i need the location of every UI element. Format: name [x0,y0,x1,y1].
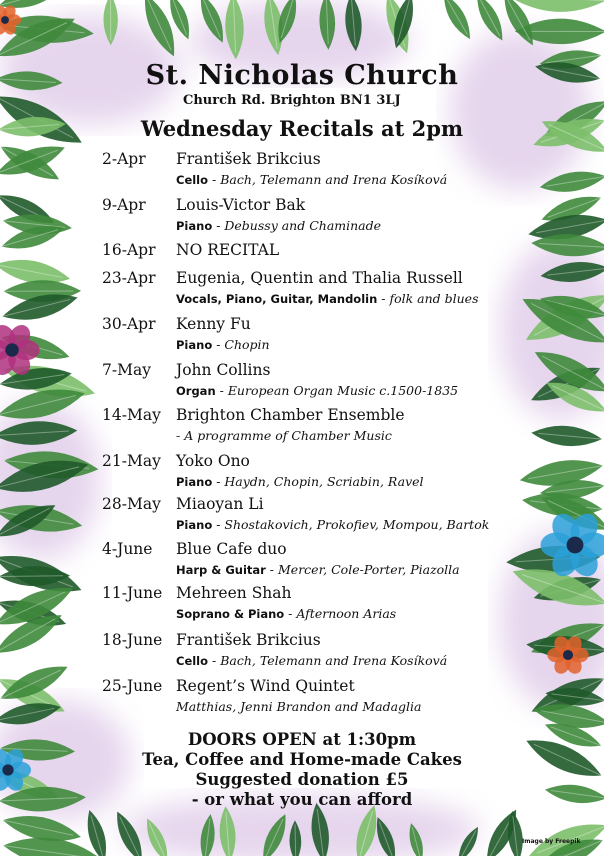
recital-entry [0,150,604,194]
recital-program: Haydn, Chopin, Scriabin, Ravel [224,474,424,489]
recital-date: 30-Apr [102,315,156,333]
recital-date: 7-May [102,361,151,379]
recital-date: 28-May [102,495,161,513]
recital-entry [0,677,604,721]
recital-details [176,562,460,577]
recital-program: Bach, Telemann and Irena Kosíková [220,172,448,187]
recital-instruments: Cello [176,654,209,668]
recital-details [176,172,447,187]
recital-program: folk and blues [389,291,479,306]
recital-entry [0,540,604,584]
recital-date: 25-June [102,677,163,695]
recital-program: - A programme of Chamber Music [176,428,392,443]
recital-instruments: Organ [176,384,216,398]
recital-date: 9-Apr [102,196,146,214]
recital-program: Matthias, Jenni Brandon and Madaglia [176,699,422,714]
recital-instruments: Cello [176,173,209,187]
recital-entry [0,361,604,405]
recital-entry [0,452,604,496]
series-title: Wednesday Recitals at 2pm [140,116,464,141]
recital-program: Mercer, Cole-Porter, Piazolla [278,562,460,577]
recital-instruments: Piano [176,219,213,233]
recital-date: 11-June [102,584,163,602]
recital-details [176,383,458,398]
recital-separator: - [208,172,221,187]
recital-date: 2-Apr [102,150,146,168]
church-address: Church Rd. Brighton BN1 3LJ [183,93,401,108]
recital-performer: Regent’s Wind Quintet [176,677,355,695]
recital-performer: Eugenia, Quentin and Thalia Russell [176,269,463,287]
recital-performer: Louis-Victor Bak [176,196,306,214]
recital-details [176,606,396,621]
recital-details [176,517,489,532]
recital-performer: NO RECITAL [176,241,280,259]
recital-entry [0,269,604,313]
recital-entry [0,406,604,450]
recital-program: Shostakovich, Prokofiev, Mompou, Bartok [224,517,490,532]
recital-separator: - [212,474,225,489]
recital-separator: - [208,653,221,668]
recital-performer: Blue Cafe duo [176,540,287,558]
recital-separator: - [265,562,278,577]
church-name: St. Nicholas Church [145,60,459,91]
recital-separator: - [212,517,225,532]
recital-separator: - [377,291,390,306]
recital-entry [0,196,604,240]
recital-details [176,218,381,233]
recital-entry [0,495,604,539]
recital-separator: - [212,218,225,233]
refreshments-text: Tea, Coffee and Home-made Cakes [142,750,462,769]
recital-performer: Mehreen Shah [176,584,292,602]
recital-date: 4-June [102,540,153,558]
recital-entry [0,315,604,359]
recital-details [176,474,424,489]
recital-date: 21-May [102,452,161,470]
leaf-icon [438,0,477,43]
recital-program: European Organ Music c.1500-1835 [227,383,459,398]
recital-instruments: Harp & Guitar [176,563,266,577]
recital-instruments: Piano [176,475,213,489]
recital-instruments: Vocals, Piano, Guitar, Mandolin [176,292,378,306]
recital-program: Afternoon Arias [296,606,397,621]
recital-date: 16-Apr [102,241,156,259]
recital-instruments: Soprano & Piano [176,607,285,621]
recital-date: 18-June [102,631,163,649]
recital-performer: Kenny Fu [176,315,251,333]
recital-program: Debussy and Chaminade [224,218,382,233]
recital-details [176,428,392,443]
recital-performer: František Brikcius [176,150,321,168]
recital-entry [0,584,604,628]
recital-entry [0,631,604,675]
recital-details [176,653,447,668]
recital-details [176,699,422,714]
recital-separator: - [212,337,225,352]
donation-alt-text: - or what you can afford [191,790,413,809]
recital-instruments: Piano [176,518,213,532]
recital-performer: František Brikcius [176,631,321,649]
recital-program: Bach, Telemann and Irena Kosíková [220,653,448,668]
image-credit: Image by Freepik [522,838,581,845]
recital-performer: Brighton Chamber Ensemble [176,406,405,424]
recital-separator: - [215,383,228,398]
donation-text: Suggested donation £5 [195,770,409,789]
recital-details [176,291,479,306]
recital-performer: Yoko Ono [176,452,250,470]
recital-date: 14-May [102,406,161,424]
recital-separator: - [284,606,297,621]
recital-performer: Miaoyan Li [176,495,264,513]
recital-details [176,337,270,352]
doors-open-text: DOORS OPEN at 1:30pm [187,730,417,749]
recital-date: 23-Apr [102,269,156,287]
recital-performer: John Collins [176,361,271,379]
recital-instruments: Piano [176,338,213,352]
recital-program: Chopin [224,337,270,352]
